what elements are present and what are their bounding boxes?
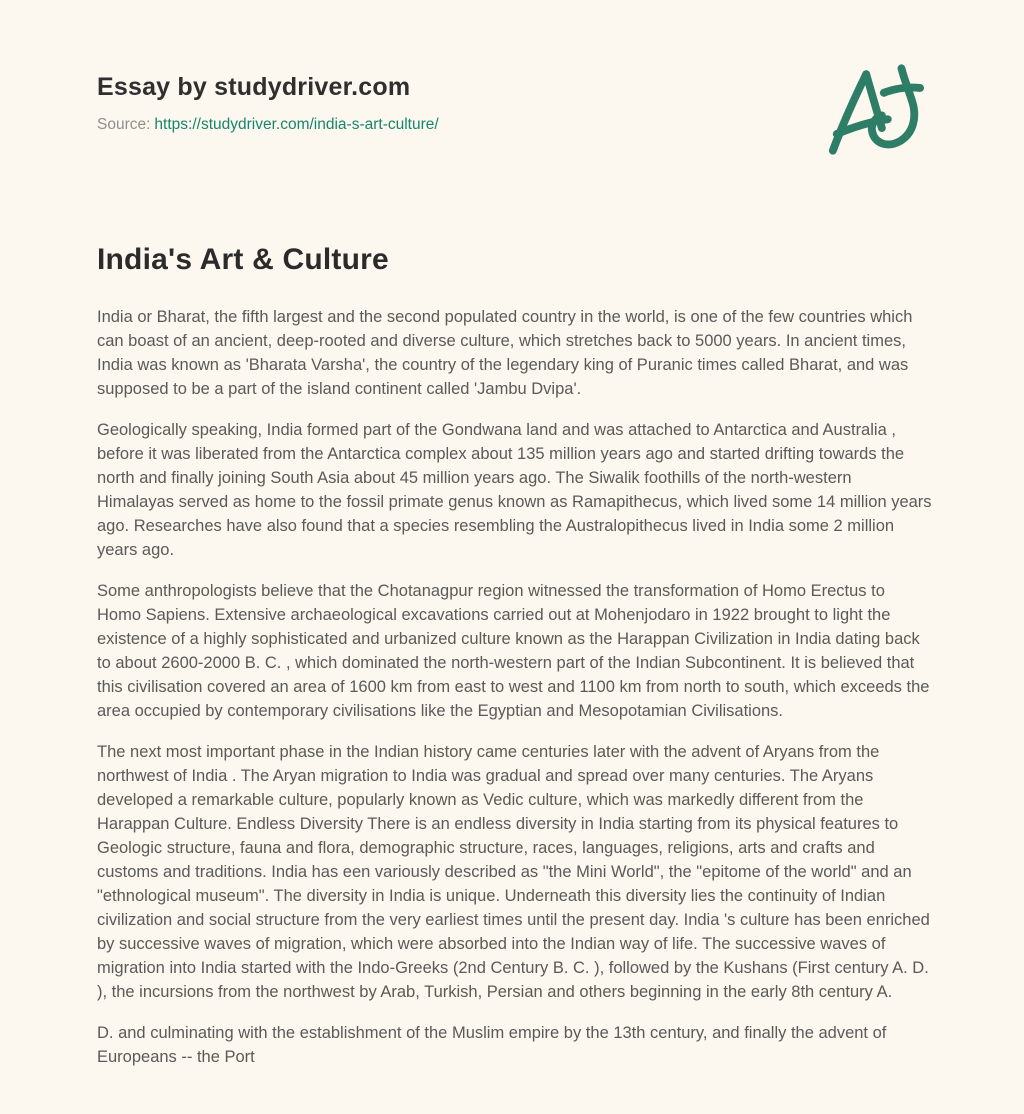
essay-article — [97, 241, 933, 1069]
source-label: Source: — [97, 116, 151, 133]
article-paragraph: Geologically speaking, India formed part of the Gondwana land and was attached to Antarctica and Australia , before it was liberated from the Antarctica complex about 135 million years ago and started drifting towards the north and finally joining South Asia about 45 million years ago. The Siwalik foothills of the north-western Himalayas served as home to the fossil primate genus known as Ramapithecus, which lived some 14 million years ago. Researches have also found that a species resembling the Australopithecus lived in India some 2 million years ago. — [97, 421, 932, 559]
source-link[interactable]: https://studydriver.com/india-s-art-culture/ — [154, 116, 439, 133]
article-paragraph: India or Bharat, the fifth largest and the second populated country in the world, is one of the few countries which can boast of an ancient, deep-rooted and diverse culture, which stretches back to 5000 years. In ancient times, India was known as 'Bharata Varsha', the country of the legendary king of Puranic times called Bharat, and was supposed to be a part of the island continent called 'Jambu Dvipa'. — [97, 308, 913, 398]
source-line — [97, 115, 933, 135]
article-title: India's Art & Culture — [97, 243, 389, 276]
document-header — [97, 72, 933, 135]
article-paragraph: Some anthropologists believe that the Chotanagpur region witnessed the transformation of Homo Erectus to Homo Sapiens. Extensive archaeological excavations carried out at Mohenjodaro in 1922 brought to light the existence of a highly sophisticated and urbanized culture known as the Harappan Civilization in India dating back to about 2600-2000 B. C. , which dominated the north-western part of the Indian Subcontinent. It is believed that this civilisation covered an area of 1600 km from east to west and 1100 km from north to south, which exceeds the area occupied by contemporary civilisations like the Egyptian and Mesopotamian Civilisations. — [97, 582, 930, 720]
article-paragraph: D. and culminating with the establishment of the Muslim empire by the 13th century, and finally the advent of Europeans -- the Port — [97, 1024, 887, 1066]
logo-a-left-stroke — [833, 74, 866, 150]
a-plus-logo-icon — [826, 62, 924, 156]
studydriver-logo — [826, 62, 924, 156]
logo-plus-horizontal — [884, 87, 920, 92]
site-heading: Essay by studydriver.com — [97, 73, 411, 101]
article-paragraph: The next most important phase in the Indian history came centuries later with the advent of Aryans from the northwest of India . The Aryan migration to India was gradual and spread over many centuries. The Aryans developed a remarkable culture, popularly known as Vedic culture, which was markedly different from the Harappan Culture. Endless Diversity There is an endless diversity in India starting from its physical features to Geologic structure, fauna and flora, demographic structure, races, languages, religions, arts and crafts and customs and traditions. India has een variously described as "the Mini World", the "epitome of the world" and an "ethnological museum". The diversity in India is unique. Underneath this diversity lies the continuity of Indian civilization and social structure from the very earliest times until the present day. India 's culture has been enriched by successive waves of migration, which were absorbed into the Indian way of life. The successive waves of migration into India started with the Indo-Greeks (2nd Century B. C. ), followed by the Kushans (First century A. D. ), the incursions from the northwest by Arab, Turkish, Persian and others beginning in the early 8th century A. — [97, 743, 930, 1001]
